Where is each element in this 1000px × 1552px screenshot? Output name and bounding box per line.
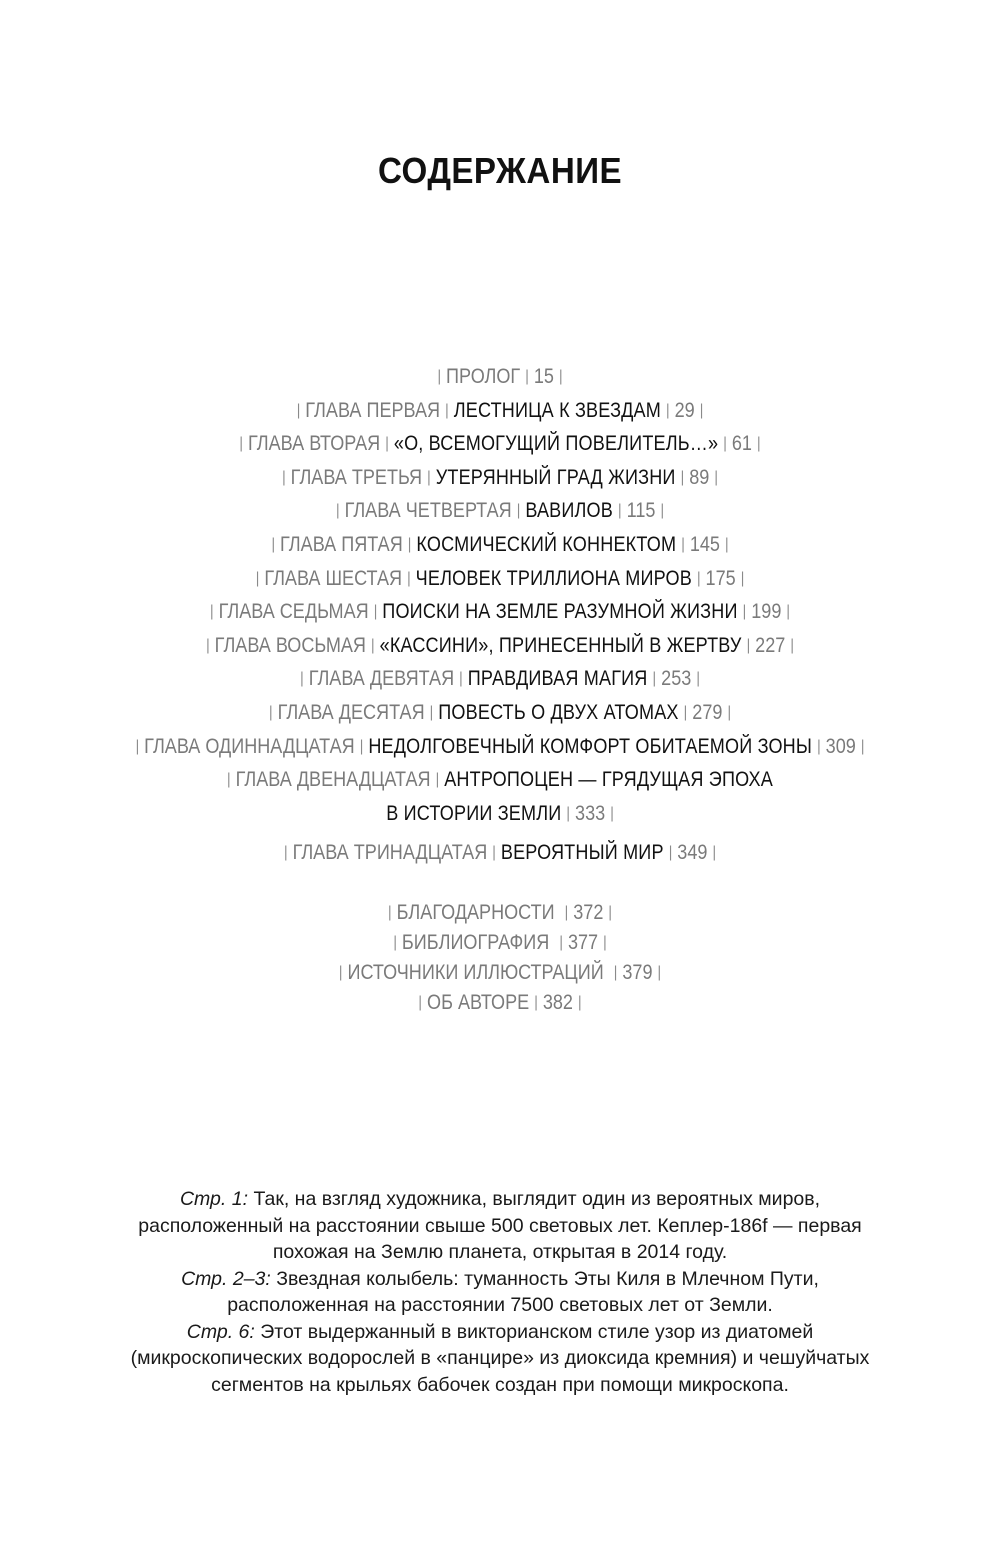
toc-label: ГЛАВА ТРЕТЬЯ bbox=[290, 465, 423, 489]
toc-label: ГЛАВА СЕДЬМАЯ bbox=[218, 600, 369, 624]
page-title: СОДЕРЖАНИЕ bbox=[377, 150, 623, 191]
toc-entry-illustration-sources[interactable] bbox=[70, 958, 930, 988]
toc-label: ОБ АВТОРЕ bbox=[427, 991, 530, 1014]
toc-page-number: 175 bbox=[705, 566, 736, 590]
separator: | bbox=[371, 636, 375, 654]
separator: | bbox=[566, 804, 571, 822]
toc-entry-chapter-7[interactable] bbox=[70, 595, 930, 629]
separator: | bbox=[209, 603, 214, 621]
separator: | bbox=[559, 934, 563, 951]
toc-label: БЛАГОДАРНОСТИ bbox=[396, 901, 555, 924]
toc-page-number: 377 bbox=[567, 931, 599, 954]
toc-entry-chapter-4[interactable] bbox=[70, 494, 930, 528]
toc-label: ГЛАВА ДЕВЯТАЯ bbox=[308, 667, 455, 691]
caption-page-2-3 bbox=[110, 1266, 890, 1319]
table-of-contents bbox=[0, 360, 1000, 870]
separator: | bbox=[338, 964, 343, 981]
toc-entry-chapter-11[interactable] bbox=[70, 730, 930, 764]
separator: | bbox=[373, 603, 378, 621]
toc-chapter-title: НЕДОЛГОВЕЧНЫЙ КОМФОРТ ОБИТАЕМОЙ ЗОНЫ bbox=[368, 734, 813, 758]
toc-label: ИСТОЧНИКИ ИЛЛЮСТРАЦИЙ bbox=[347, 961, 604, 984]
toc-chapter-title: ВАВИЛОВ bbox=[525, 499, 614, 523]
toc-chapter-title: КОСМИЧЕСКИЙ КОННЕКТОМ bbox=[416, 532, 677, 556]
toc-chapter-title: ПОИСКИ НА ЗЕМЛЕ РАЗУМНОЙ ЖИЗНИ bbox=[382, 600, 738, 624]
toc-label: ГЛАВА ВОСЬМАЯ bbox=[214, 633, 366, 657]
separator: | bbox=[790, 636, 794, 654]
separator: | bbox=[268, 703, 273, 721]
separator: | bbox=[696, 569, 701, 587]
separator: | bbox=[714, 468, 718, 486]
separator: | bbox=[429, 703, 434, 721]
toc-page-number: 379 bbox=[622, 961, 653, 984]
separator: | bbox=[666, 401, 670, 419]
separator: | bbox=[817, 737, 821, 755]
toc-entry-chapter-9[interactable] bbox=[70, 662, 930, 696]
toc-chapter-title: ПОВЕСТЬ О ДВУХ АТОМАХ bbox=[438, 700, 679, 724]
separator: | bbox=[660, 502, 665, 520]
separator: | bbox=[335, 502, 340, 520]
toc-page-number: 382 bbox=[542, 991, 573, 1014]
separator: | bbox=[723, 435, 727, 453]
toc-label: ГЛАВА ЧЕТВЕРТАЯ bbox=[344, 499, 512, 523]
toc-entry-chapter-1[interactable] bbox=[70, 394, 930, 428]
toc-label: ГЛАВА ВТОРАЯ bbox=[248, 432, 381, 456]
separator: | bbox=[696, 670, 700, 688]
separator: | bbox=[610, 804, 614, 822]
toc-entry-chapter-13[interactable] bbox=[70, 836, 930, 870]
toc-label: ПРОЛОГ bbox=[446, 365, 521, 388]
toc-entry-bibliography[interactable] bbox=[70, 928, 930, 958]
toc-entry-chapter-5[interactable] bbox=[70, 528, 930, 562]
toc-page-number: 253 bbox=[661, 667, 692, 691]
separator: | bbox=[418, 994, 423, 1011]
toc-chapter-title: ЧЕЛОВЕК ТРИЛЛИОНА МИРОВ bbox=[415, 566, 692, 590]
separator: | bbox=[564, 904, 569, 921]
separator: | bbox=[525, 368, 529, 385]
toc-entry-chapter-3[interactable] bbox=[70, 461, 930, 495]
separator: | bbox=[652, 670, 657, 688]
caption-page-6 bbox=[110, 1319, 890, 1399]
toc-label: ГЛАВА ШЕСТАЯ bbox=[264, 566, 403, 590]
separator: | bbox=[712, 844, 717, 862]
separator: | bbox=[724, 535, 729, 553]
separator: | bbox=[680, 468, 685, 486]
toc-page-number: 145 bbox=[689, 532, 720, 556]
toc-entry-acknowledgements[interactable] bbox=[70, 898, 930, 928]
caption-text: Этот выдержанный в викторианском стиле узор из диатомей (микроскопических водорослей в «панцире» из диоксида кремния) и чешуйчатых сегментов на крыльях бабочек создан при помощи микроскопа. bbox=[130, 1320, 870, 1396]
toc-label: ГЛАВА ДВЕНАДЦАТАЯ bbox=[235, 768, 431, 792]
toc-page-number: 372 bbox=[573, 901, 604, 924]
caption-ref: Стр. 6: bbox=[186, 1320, 255, 1343]
separator: | bbox=[603, 934, 607, 951]
toc-page-number: 61 bbox=[731, 432, 752, 456]
separator: | bbox=[296, 401, 301, 419]
separator: | bbox=[727, 703, 732, 721]
separator: | bbox=[683, 703, 688, 721]
caption-page-1 bbox=[110, 1186, 890, 1266]
toc-chapter-title: «КАССИНИ», ПРИНЕСЕННЫЙ В ЖЕРТВУ bbox=[379, 633, 742, 657]
toc-entry-prologue[interactable] bbox=[70, 360, 930, 394]
toc-page-number: 15 bbox=[533, 365, 554, 388]
toc-entry-chapter-6[interactable] bbox=[70, 562, 930, 596]
separator: | bbox=[742, 603, 747, 621]
separator: | bbox=[613, 964, 618, 981]
toc-page-number: 333 bbox=[575, 801, 606, 825]
separator: | bbox=[681, 535, 685, 553]
toc-chapter-title: ПРАВДИВАЯ МАГИЯ bbox=[467, 667, 648, 691]
separator: | bbox=[740, 569, 745, 587]
separator: | bbox=[387, 904, 392, 921]
toc-entry-chapter-8[interactable] bbox=[70, 629, 930, 663]
separator: | bbox=[459, 670, 463, 688]
separator: | bbox=[435, 771, 440, 789]
separator: | bbox=[558, 368, 563, 385]
toc-page-number: 227 bbox=[755, 633, 786, 657]
toc-label: ГЛАВА ДЕСЯТАЯ bbox=[277, 700, 425, 724]
separator: | bbox=[407, 569, 411, 587]
caption-text: Так, на взгляд художника, выглядит один из вероятных миров, расположенный на расстоянии свыше 500 световых лет. Кеплер-186f — первая похожая на Землю планета, открытая в 2014 году. bbox=[138, 1188, 862, 1263]
separator: | bbox=[283, 844, 288, 862]
separator: | bbox=[359, 737, 364, 755]
toc-chapter-title: АНТРОПОЦЕН — ГРЯДУЩАЯ ЭПОХА bbox=[444, 768, 773, 792]
separator: | bbox=[445, 401, 449, 419]
toc-page-number: 115 bbox=[626, 499, 656, 523]
separator: | bbox=[282, 468, 286, 486]
toc-label: ГЛАВА ПЕРВАЯ bbox=[305, 398, 441, 422]
separator: | bbox=[300, 670, 304, 688]
toc-entry-chapter-10[interactable] bbox=[70, 696, 930, 730]
toc-chapter-title: УТЕРЯННЫЙ ГРАД ЖИЗНИ bbox=[435, 465, 676, 489]
separator: | bbox=[135, 737, 140, 755]
toc-chapter-title: ВЕРОЯТНЫЙ МИР bbox=[500, 841, 664, 865]
separator: | bbox=[516, 502, 521, 520]
separator: | bbox=[618, 502, 622, 520]
separator: | bbox=[437, 368, 442, 385]
toc-chapter-title-line2: В ИСТОРИИ ЗЕМЛИ bbox=[386, 801, 562, 825]
separator: | bbox=[206, 636, 210, 654]
toc-page-number: 29 bbox=[674, 398, 695, 422]
separator: | bbox=[492, 844, 496, 862]
separator: | bbox=[757, 435, 761, 453]
toc-entry-chapter-2[interactable] bbox=[70, 427, 930, 461]
toc-page-number: 89 bbox=[689, 465, 710, 489]
separator: | bbox=[407, 535, 412, 553]
separator: | bbox=[786, 603, 791, 621]
separator: | bbox=[271, 535, 276, 553]
toc-chapter-title: «О, ВСЕМОГУЩИЙ ПОВЕЛИТЕЛЬ…» bbox=[393, 432, 719, 456]
separator: | bbox=[255, 569, 260, 587]
toc-page-number: 309 bbox=[825, 734, 856, 758]
separator: | bbox=[239, 435, 243, 453]
toc-label: ГЛАВА ПЯТАЯ bbox=[280, 532, 403, 556]
separator: | bbox=[860, 737, 865, 755]
separator: | bbox=[534, 994, 538, 1011]
caption-ref: Стр. 1: bbox=[179, 1188, 249, 1210]
separator: | bbox=[668, 844, 673, 862]
separator: | bbox=[699, 401, 704, 419]
toc-page-number: 279 bbox=[692, 700, 723, 724]
separator: | bbox=[227, 771, 231, 789]
separator: | bbox=[657, 964, 662, 981]
separator: | bbox=[577, 994, 582, 1011]
separator: | bbox=[385, 435, 389, 453]
separator: | bbox=[393, 934, 397, 951]
toc-entry-chapter-12-continued[interactable] bbox=[70, 797, 930, 831]
separator: | bbox=[608, 904, 613, 921]
image-captions bbox=[110, 1186, 890, 1398]
back-matter-list bbox=[0, 898, 1000, 1018]
caption-ref: Стр. 2–3: bbox=[181, 1267, 271, 1290]
separator: | bbox=[746, 636, 751, 654]
toc-entry-about-author[interactable] bbox=[70, 988, 930, 1018]
toc-label: БИБЛИОГРАФИЯ bbox=[401, 931, 550, 954]
toc-page-number: 199 bbox=[751, 600, 782, 624]
caption-text: Звездная колыбель: туманность Эты Киля в Млечном Пути, расположенная на расстоянии 7500 световых лет от Земли. bbox=[227, 1267, 819, 1316]
toc-page-number: 349 bbox=[677, 841, 708, 865]
toc-label: ГЛАВА ТРИНАДЦАТАЯ bbox=[292, 841, 488, 865]
toc-label: ГЛАВА ОДИННАДЦАТАЯ bbox=[144, 734, 355, 758]
toc-entry-chapter-12[interactable] bbox=[70, 763, 930, 797]
toc-chapter-title: ЛЕСТНИЦА К ЗВЕЗДАМ bbox=[453, 398, 661, 422]
separator: | bbox=[427, 468, 431, 486]
